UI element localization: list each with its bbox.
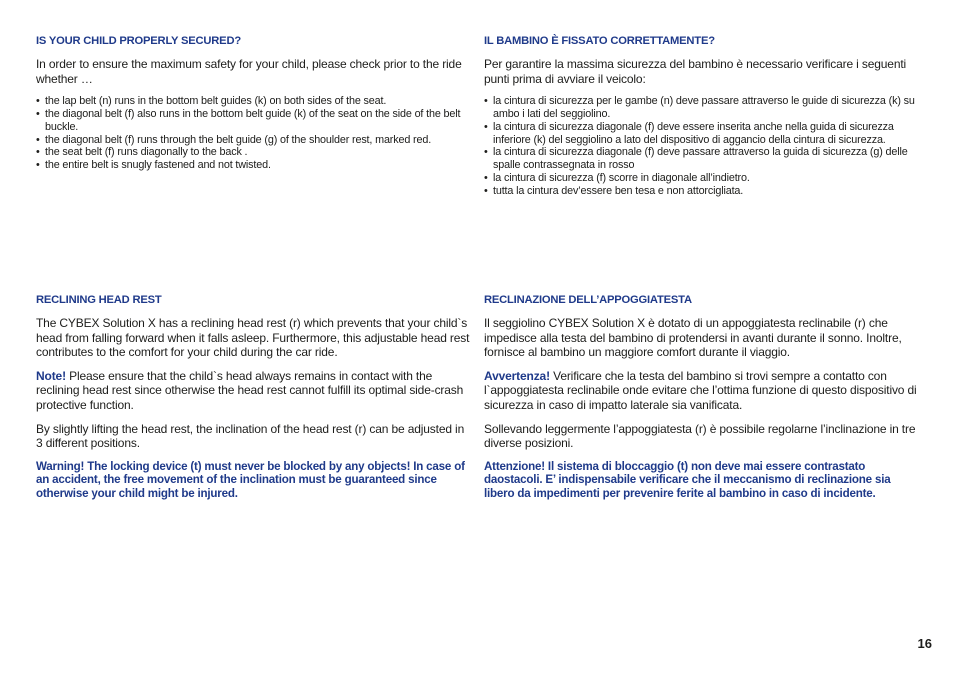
warning-it-headrest: Attenzione! Il sistema di bloccaggio (t) non deve mai essere contrastato daostacoli. E’ indispensabile verificare che il meccanismo di reclinazione sia libero da impedimenti per prevenire ferite al bambino in caso di incidente. [484,459,891,500]
list-item: • la cintura di sicurezza diagonale (f) deve essere inserita anche nella guida di sicurezza inferiore (k) del seggiolino a lato del dispositivo di aggancio della cintura di sicurezza. [484,121,920,147]
list-item: • the entire belt is snugly fastened and not twisted. [36,159,470,172]
paragraph-en-headrest-intro: The CYBEX Solution X has a reclining head rest (r) which prevents that your child`s head from falling forward when it falls asleep. Furthermore, this adjustable head rest contributes to the comfort for your child during the car ride. [36,316,470,360]
list-item: • the lap belt (n) runs in the bottom belt guides (k) on both sides of the seat. [36,95,470,108]
paragraph-it-headrest-intro: Il seggiolino CYBEX Solution X è dotato di un appoggiatesta reclinabile (r) che impedisce alla testa del bambino di protendersi in avanti durante il sonno. Inoltre, fornisce al bambino un maggiore comfort durante il viaggio. [484,316,902,360]
paragraph-it-headrest-adjust: Sollevando leggermente l’appoggiatesta (r) è possibile regolarne l’inclinazione in tre diverse posizioni. [484,421,916,451]
list-item: • the diagonal belt (f) runs through the belt guide (g) of the shoulder rest, marked red. [36,134,470,147]
section-it-headrest [484,294,920,500]
note-label: Avvertenza! [484,368,550,383]
heading-en-headrest: RECLINING HEAD REST [36,294,162,306]
note-label: Note! [36,368,66,383]
bullet-list-en-secured [36,95,470,172]
list-item: • la cintura di sicurezza (f) scorre in diagonale all’indietro. [484,172,920,185]
intro-it-secured: Per garantire la massima sicurezza del bambino è necessario verificare i seguenti punti prima di avviare il veicolo: [484,57,907,86]
list-item: • the diagonal belt (f) also runs in the bottom belt guide (k) of the seat on the side of the belt buckle. [36,108,470,134]
paragraph-it-headrest-note [484,369,920,413]
list-item: • tutta la cintura dev’essere ben tesa e non attorcigliata. [484,185,920,198]
heading-it-headrest: RECLINAZIONE DELL’APPOGGIATESTA [484,294,692,306]
note-text: Verificare che la testa del bambino si trovi sempre a contatto con l`appoggiatesta reclinabile onde evitare che l’ottima funzione di questo dispositivo di sicurezza in caso di impatto laterale sia vanificata. [484,368,917,412]
section-it-secured [484,35,920,198]
heading-en-secured: IS YOUR CHILD PROPERLY SECURED? [36,35,241,47]
paragraph-en-headrest-note [36,369,470,413]
paragraph-en-headrest-adjust: By slightly lifting the head rest, the inclination of the head rest (r) can be adjusted in 3 different positions. [36,421,465,451]
bullet-list-it-secured [484,95,920,197]
list-item: • la cintura di sicurezza diagonale (f) deve passare attraverso la guida di sicurezza (g) delle spalle contrassegnata in rosso [484,146,920,172]
list-item: • the seat belt (f) runs diagonally to the back . [36,146,470,159]
section-en-secured [36,35,470,172]
list-item: • la cintura di sicurezza per le gambe (n) deve passare attraverso le guide di sicurezza (k) su ambo i lati del seggiolino. [484,95,920,121]
note-text: Please ensure that the child`s head always remains in contact with the reclining head rest since otherwise the head rest cannot fulfill its optimal side-crash protective function. [36,368,464,412]
section-en-headrest [36,294,470,500]
heading-it-secured: IL BAMBINO È FISSATO CORRETTAMENTE? [484,35,715,47]
intro-en-secured: In order to ensure the maximum safety for your child, please check prior to the ride whether … [36,57,462,86]
page-number: 16 [917,636,932,651]
warning-en-headrest: Warning! The locking device (t) must never be blocked by any objects! In case of an accident, the free movement of the inclination must be guaranteed since otherwise your child might be injured. [36,459,465,500]
